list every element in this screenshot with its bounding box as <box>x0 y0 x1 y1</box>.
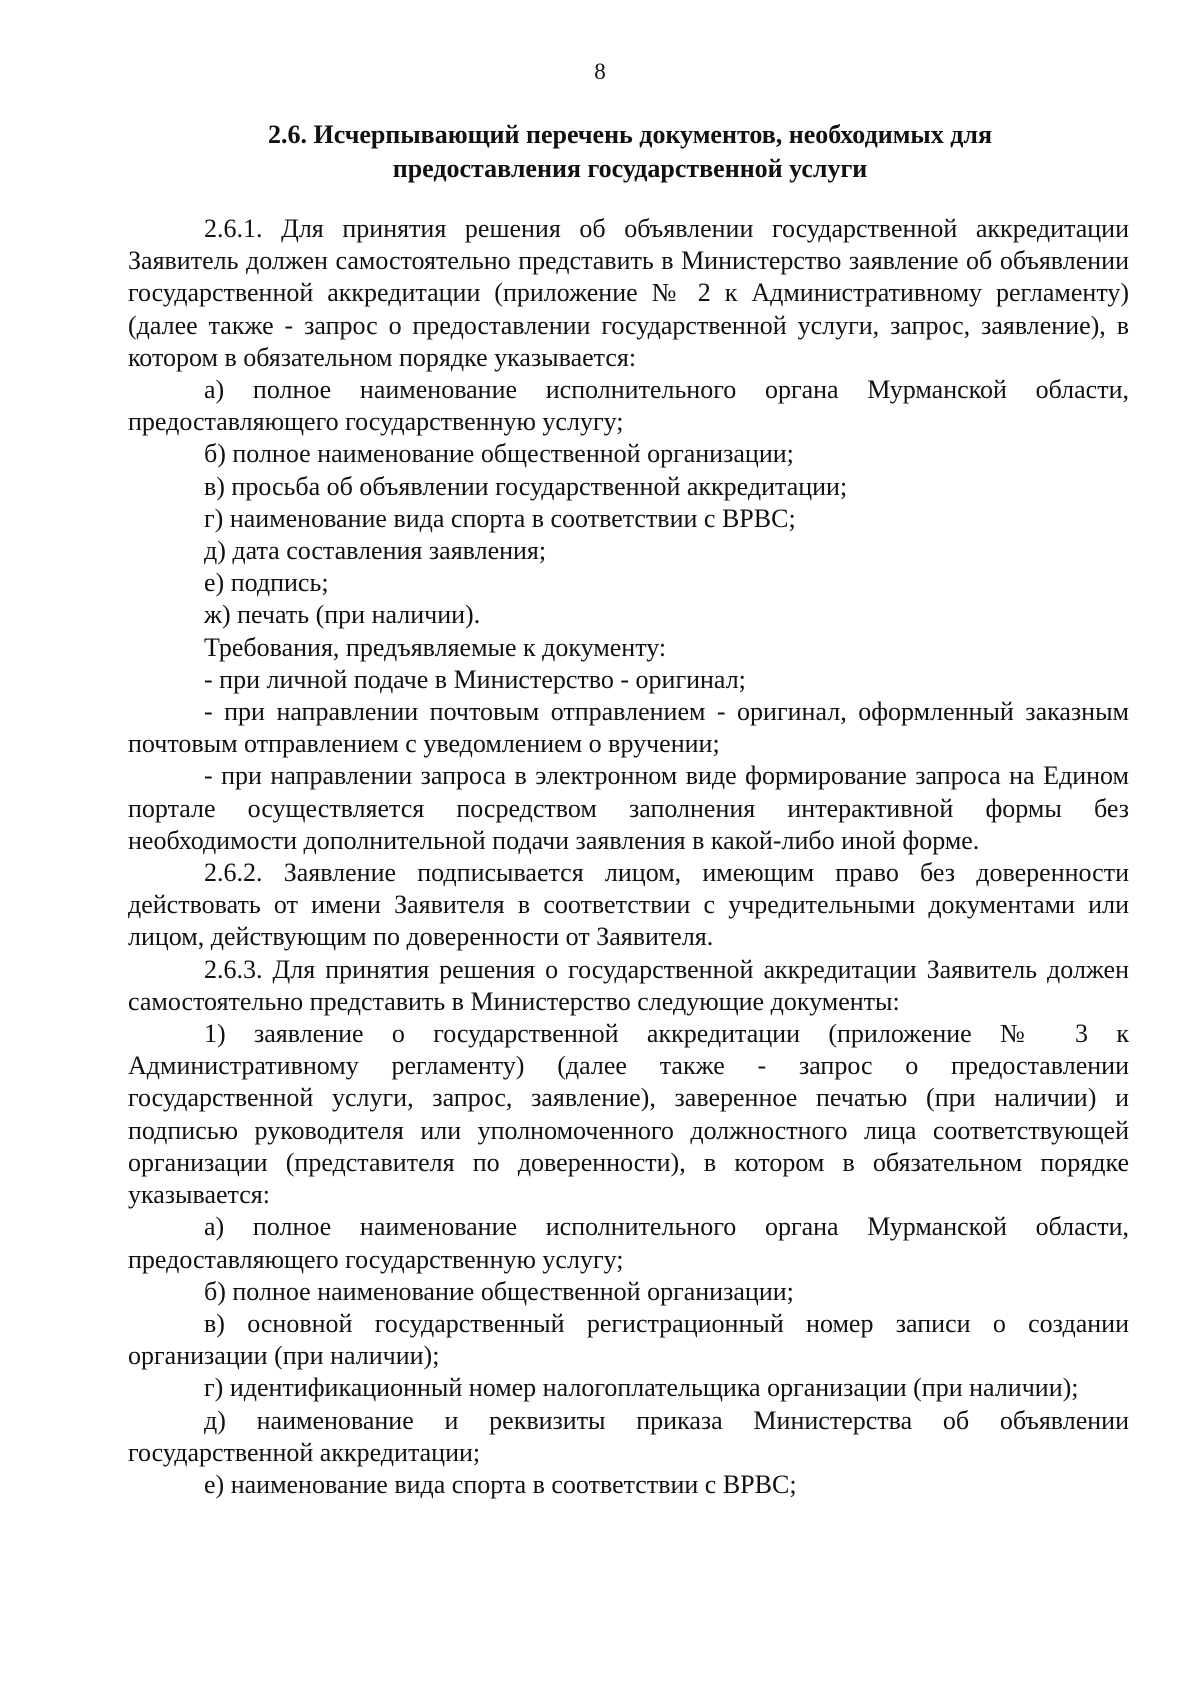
sub-item-b: б) полное наименование общественной организации; <box>204 1276 794 1306</box>
requirement-by-post: - при направлении почтовым отправлением - оригинал, оформленный заказным почтовым отправлением с уведомлением о вручении; <box>128 697 1129 759</box>
list-item-b: б) полное наименование общественной организации; <box>204 439 794 469</box>
paragraph-2-6-3: 2.6.3. Для принятия решения о государственной аккредитации Заявитель должен самостоятельно представить в Министерство следующие документы: <box>128 954 1129 1016</box>
paragraph-2-6-1: 2.6.1. Для принятия решения об объявлении государственной аккредитации Заявитель должен самостоятельно представить в Министерство заявление об объявлении государственной аккредитации (приложение № 2 к Административному регламенту) (далее также - запрос о предоставлении государственной услуги, запрос, заявление), в котором в обязательном порядке указывается: <box>128 214 1129 372</box>
list-item-d: д) дата составления заявления; <box>204 536 547 566</box>
sub-item-g: г) идентификационный номер налогоплательщика организации (при наличии); <box>204 1373 1079 1403</box>
sub-item-a: а) полное наименование исполнительного органа Мурманской области, предоставляющего государственную услугу; <box>128 1212 1129 1274</box>
document-body <box>128 213 1129 1501</box>
sub-item-e: е) наименование вида спорта в соответствии с ВРВС; <box>204 1469 797 1499</box>
section-heading-line-2: предоставления государственной услуги <box>392 154 868 183</box>
list-item-v: в) просьба об объявлении государственной аккредитации; <box>204 471 848 501</box>
requirement-electronic: - при направлении запроса в электронном виде формирование запроса на Едином портале осуществляется посредством заполнения интерактивной формы без необходимости дополнительной подачи заявления в какой-либо иной форме. <box>128 761 1129 855</box>
paragraph-2-6-2: 2.6.2. Заявление подписывается лицом, имеющим право без доверенности действовать от имени Заявителя в соответствии с учредительными документами или лицом, действующим по доверенности от Заявителя. <box>128 858 1129 952</box>
sub-item-d: д) наименование и реквизиты приказа Министерства об объявлении государственной аккредитации; <box>128 1405 1129 1467</box>
list-item-zh: ж) печать (при наличии). <box>204 600 481 630</box>
section-heading-line-1: 2.6. Исчерпывающий перечень документов, необходимых для <box>267 120 993 149</box>
page-number: 8 <box>594 59 606 84</box>
requirements-heading: Требования, предъявляемые к документу: <box>204 632 667 662</box>
list-item-a: а) полное наименование исполнительного органа Мурманской области, предоставляющего государственную услугу; <box>128 375 1129 437</box>
sub-item-v: в) основной государственный регистрационный номер записи о создании организации (при наличии); <box>128 1308 1129 1371</box>
section-heading <box>150 118 1110 186</box>
list-item-g: г) наименование вида спорта в соответствии с ВРВС; <box>204 503 796 533</box>
document-item-1: 1) заявление о государственной аккредитации (приложение № 3 к Административному регламенту) (далее также - запрос о предоставлении государственной услуги, запрос, заявление), заверенное печатью (при наличии) и подписью руководителя или уполномоченного должностного лица соответствующей организации (представителя по доверенности), в котором в обязательном порядке указывается: <box>128 1019 1129 1210</box>
requirement-in-person: - при личной подаче в Министерство - оригинал; <box>204 664 746 694</box>
list-item-e: е) подпись; <box>204 568 329 598</box>
